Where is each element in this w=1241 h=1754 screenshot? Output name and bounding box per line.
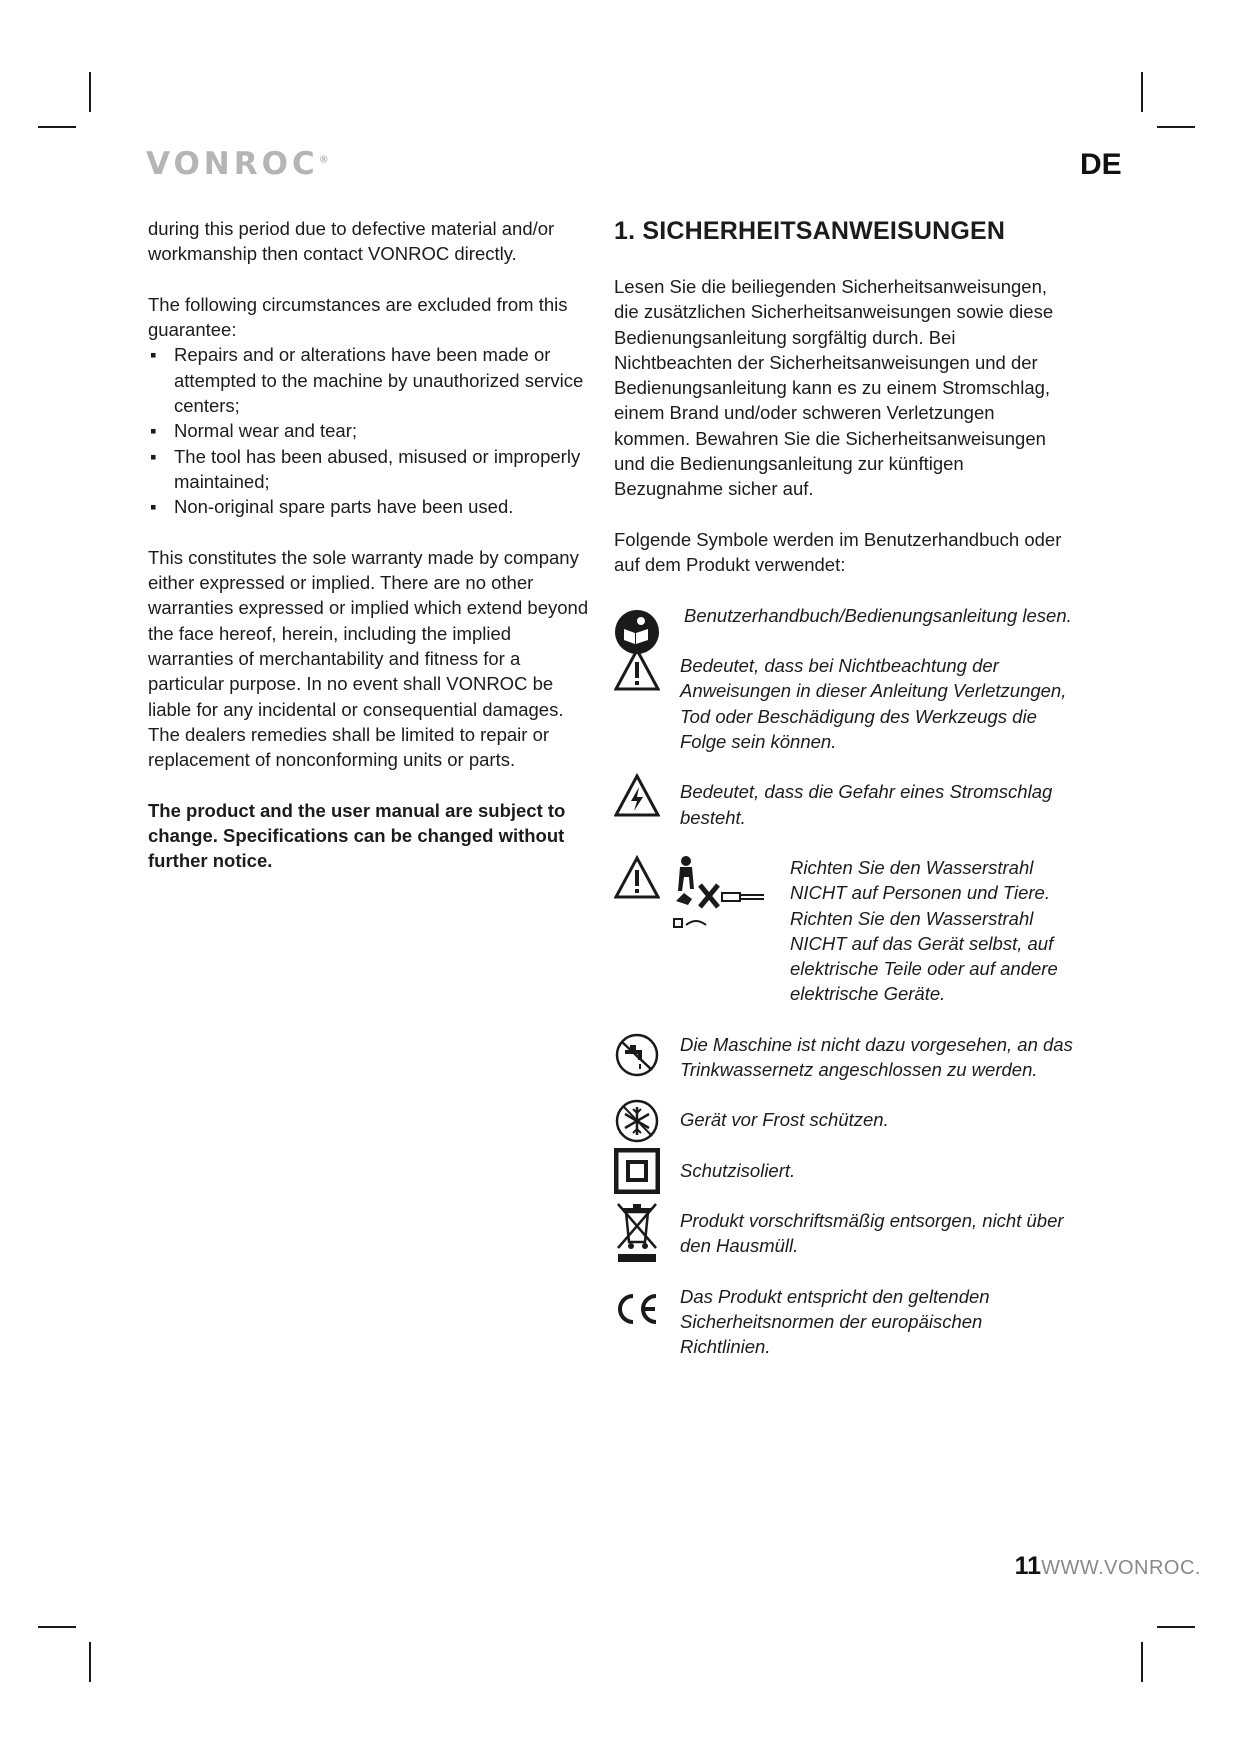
right-column	[614, 216, 1074, 1384]
symbol-row	[614, 1107, 1074, 1132]
crop-mark	[1141, 72, 1143, 112]
double-insulation-icon	[614, 1148, 660, 1194]
left-column	[148, 216, 598, 899]
list-item: ▪ Normal wear and tear;	[150, 420, 358, 442]
crop-mark	[89, 1642, 91, 1682]
warning-triangle-icon	[614, 855, 660, 901]
warranty-disclaimer-text: This constitutes the sole warranty made by company either expressed or implied. There are no other warranties expressed or implied which extend beyond the face hereof, herein, including the implied warranties of merchantability and fitness for a particular purpose. In no event shall VONROC be liable for any incidental or consequential damages. The dealers remedies shall be limited to repair or replacement of nonconforming units or parts.	[148, 546, 589, 771]
crop-mark	[1141, 1642, 1143, 1682]
symbol-row	[614, 779, 1074, 830]
symbol-description: Produkt vorschriftsmäßig entsorgen, nicht über den Hausmüll.	[680, 1209, 1064, 1257]
weee-bin-icon	[614, 1202, 660, 1264]
list-item: ▪ Non-original spare parts have been used.	[150, 496, 514, 518]
symbol-row	[614, 1158, 1074, 1183]
safety-intro-text: Lesen Sie die beiliegenden Sicherheitsanweisungen, die zusätzlichen Sicherheitsanweisungen sowie diese Bedienungsanleitung sorgfältig durch. Bei Nichtbeachten der Sicherheitsanweisungen und der Bedienungsanleitung kann es zu einem Stromschlag, einem Brand und/oder schweren Verletzungen kommen. Bewahren Sie die Sicherheitsanweisungen und die Bedienungsanleitung zur künftigen Bezugnahme sicher auf.	[614, 276, 1054, 500]
crop-mark	[1157, 126, 1195, 128]
symbol-row	[614, 603, 1074, 628]
symbol-row	[614, 653, 1074, 754]
symbol-description: Die Maschine ist nicht dazu vorgesehen, an das Trinkwassernetz angeschlossen zu werden.	[680, 1033, 1073, 1081]
warning-triangle-icon	[614, 647, 660, 693]
symbol-description: Gerät vor Frost schützen.	[680, 1109, 889, 1131]
symbol-description: Das Produkt entspricht den geltenden Sicherheitsnormen der europäischen Richtlinien.	[680, 1285, 990, 1358]
no-drinking-water-connection-icon	[614, 1032, 660, 1078]
list-item: ▪ The tool has been abused, misused or improperly maintained;	[150, 445, 581, 492]
ce-mark-icon	[614, 1292, 660, 1326]
change-notice: The product and the user manual are subject to change. Specifications can be changed without further notice.	[148, 799, 566, 872]
warranty-contact-text: during this period due to defective material and/or workmanship then contact VONROC directly.	[148, 218, 555, 265]
symbol-description: Richten Sie den Wasserstrahl NICHT auf Personen und Tiere. Richten Sie den Wasserstrahl NICHT auf das Gerät selbst, auf elektrische Teile oder auf andere elektrische Geräte.	[790, 856, 1058, 1005]
symbols-intro-text: Folgende Symbole werden im Benutzerhandbuch oder auf dem Produkt verwendet:	[614, 528, 1062, 576]
brand-logo: VONROC®	[146, 146, 329, 182]
symbol-row	[614, 1284, 1074, 1360]
symbol-row	[614, 1032, 1074, 1083]
exclusions-intro: The following circumstances are excluded from this guarantee:	[148, 293, 568, 341]
symbol-row	[614, 1208, 1074, 1259]
symbol-description: Benutzerhandbuch/Bedienungsanleitung lesen.	[684, 604, 1072, 626]
electric-shock-warning-icon	[614, 773, 660, 819]
water-jet-warning-icon	[670, 855, 766, 935]
frost-protection-icon	[614, 1098, 660, 1144]
exclusions-list	[148, 342, 598, 519]
section-heading: 1. SICHERHEITSANWEISUNGEN	[614, 217, 1006, 245]
page-footer	[1015, 1552, 1201, 1581]
website-url: WWW.VONROC.	[1041, 1557, 1201, 1579]
language-code: DE	[1080, 148, 1122, 181]
symbol-description: Bedeutet, dass bei Nichtbeachtung der Anweisungen in dieser Anleitung Verletzungen, Tod oder Beschädigung des Werkzeugs die Folge sein können.	[680, 655, 1067, 753]
page-number: 11	[1014, 1552, 1042, 1580]
symbol-description: Bedeutet, dass die Gefahr eines Stromschlag besteht.	[680, 781, 1053, 828]
crop-mark	[38, 126, 76, 128]
crop-mark	[89, 72, 91, 112]
crop-mark	[1157, 1626, 1195, 1628]
symbol-row	[614, 855, 1074, 1007]
list-item: ▪ Repairs and or alterations have been made or attempted to the machine by unauthorized service centers;	[150, 344, 584, 417]
symbol-description: Schutzisoliert.	[680, 1159, 796, 1181]
crop-mark	[38, 1626, 76, 1628]
